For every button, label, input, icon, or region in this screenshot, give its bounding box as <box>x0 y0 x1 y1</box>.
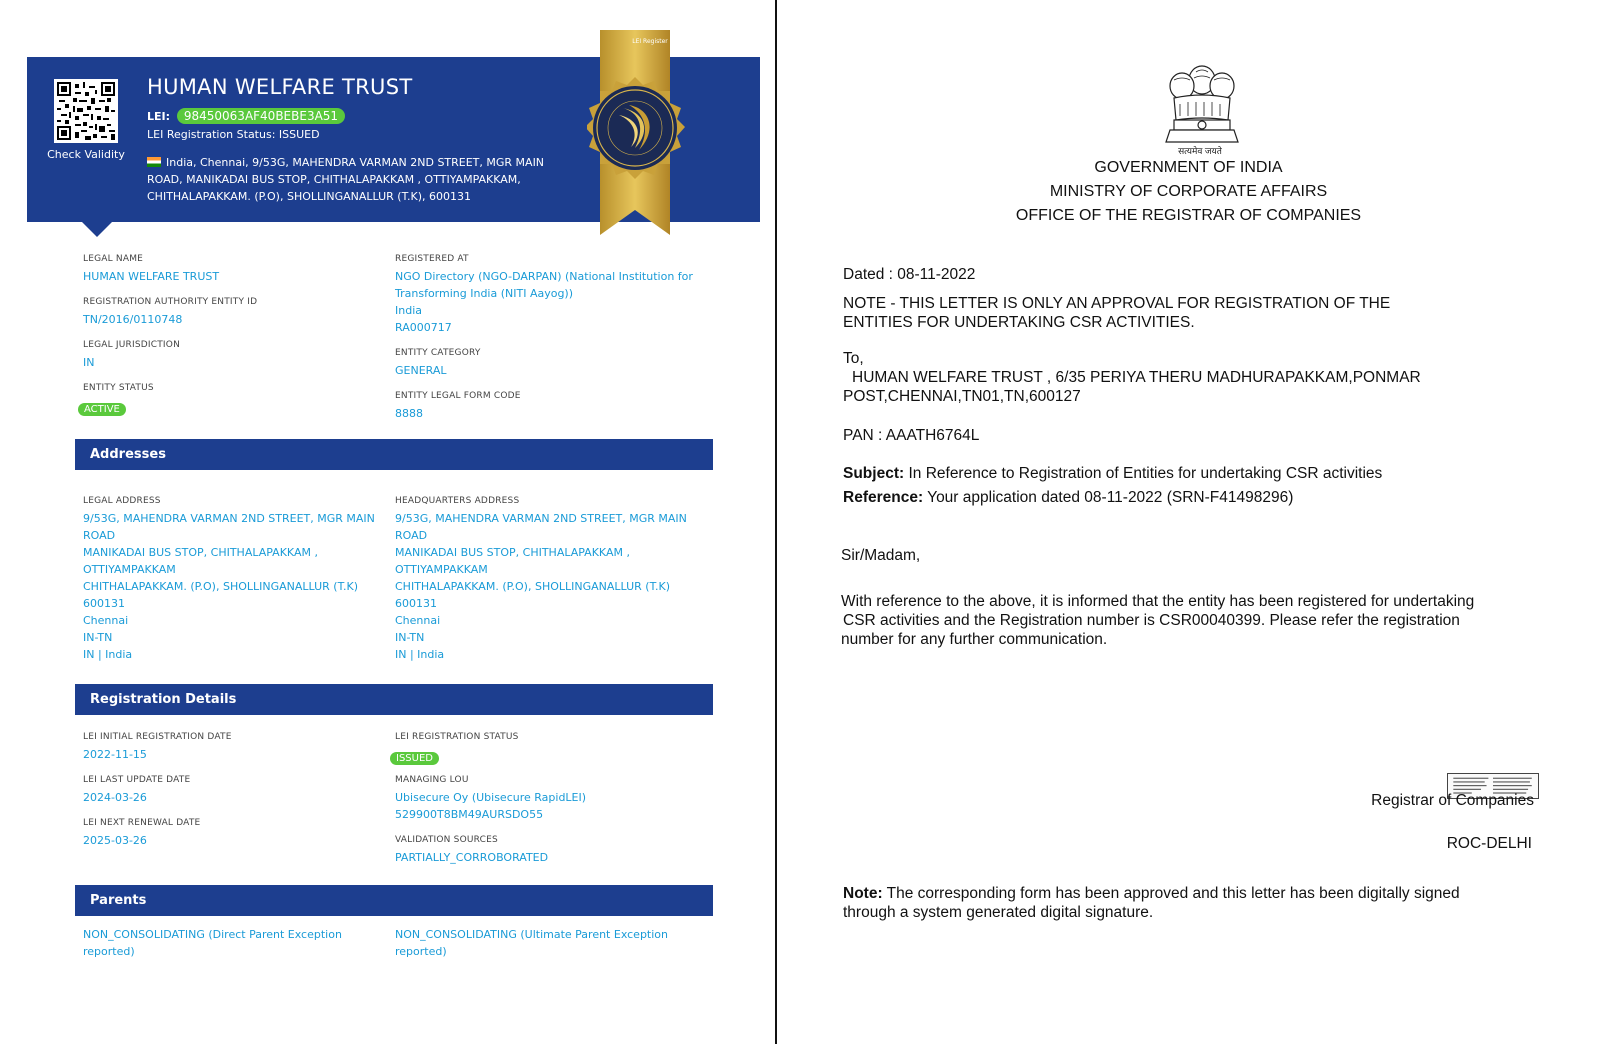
headquarters-address-field <box>395 496 687 663</box>
org-name: HUMAN WELFARE TRUST <box>147 75 413 99</box>
legal-name-value: HUMAN WELFARE TRUST <box>83 270 220 283</box>
letter-subject <box>843 464 1382 484</box>
headquarters-address-line: IN | India <box>395 648 445 661</box>
headquarters-address-line: IN-TN <box>395 631 425 644</box>
final-note-text: The corresponding form has been approved and this letter has been digitally signed <box>882 885 1460 902</box>
legal-name-field <box>83 254 219 285</box>
india-state-emblem-icon <box>1152 62 1252 157</box>
ultimate-parent-line1: NON_CONSOLIDATING (Ultimate Parent Exception <box>395 928 669 941</box>
letter-pan: PAN : AAATH6764L <box>843 427 980 444</box>
initial-registration-field <box>83 732 232 763</box>
registered-at-line2[interactable]: Transforming India (NITI Aayog)) <box>395 287 574 300</box>
letter-header-line2: MINISTRY OF CORPORATE AFFAIRS <box>1049 183 1328 200</box>
headquarters-address-line: CHITHALAPAKKAM. (P.O), SHOLLINGANALLUR (T.K) <box>395 580 671 593</box>
lei-line <box>147 108 345 124</box>
lei-label: LEI: <box>147 110 171 123</box>
registration-details-section-header: Registration Details <box>75 684 713 715</box>
office: ROC-DELHI <box>1446 835 1532 852</box>
lei-registration-status-line: LEI Registration Status: ISSUED <box>147 128 320 141</box>
registered-at-line4: RA000717 <box>395 321 452 334</box>
letter-note-line1: NOTE - THIS LETTER IS ONLY AN APPROVAL FOR REGISTRATION OF THE <box>843 295 1391 312</box>
direct-parent-line2: reported) <box>83 945 135 958</box>
legal-address-label: LEGAL ADDRESS <box>83 496 161 506</box>
ultimate-parent-field <box>395 926 668 960</box>
final-note-label: Note: <box>843 885 883 902</box>
managing-lou-name[interactable]: Ubisecure Oy (Ubisecure RapidLEI) <box>395 791 587 804</box>
letter-body-line1: With reference to the above, it is informed that the entity has been registered for undertaking <box>841 593 1475 610</box>
entity-legal-form-value: 8888 <box>395 407 423 420</box>
validation-sources-value: PARTIALLY_CORROBORATED <box>395 851 549 864</box>
legal-address-line: IN-TN <box>83 631 113 644</box>
managing-lou-field <box>395 775 586 823</box>
next-renewal-value: 2025-03-26 <box>83 834 147 847</box>
legal-address-line: MANIKADAI BUS STOP, CHITHALAPAKKAM , <box>83 546 318 559</box>
legal-address-line: 9/53G, MAHENDRA VARMAN 2ND STREET, MGR MAIN <box>83 512 375 525</box>
headquarters-address-label: HEADQUARTERS ADDRESS <box>395 496 520 506</box>
next-renewal-field <box>83 818 200 849</box>
legal-jurisdiction-value: IN <box>83 356 95 369</box>
entity-category-label: ENTITY CATEGORY <box>395 348 481 358</box>
letter-header-line3: OFFICE OF THE REGISTRAR OF COMPANIES <box>1015 207 1362 224</box>
registered-at-line1[interactable]: NGO Directory (NGO-DARPAN) (National Institution for <box>395 270 693 283</box>
letter-date: Dated : 08-11-2022 <box>843 266 976 283</box>
entity-status-field <box>83 383 154 416</box>
addressee-line2: POST,CHENNAI,TN01,TN,600127 <box>843 388 1081 405</box>
final-note-line2: through a system generated digital signature. <box>843 904 1154 921</box>
parents-section-header: Parents <box>75 885 713 916</box>
ribbon-label: LEI Register <box>632 38 668 45</box>
reference-text: Your application dated 08-11-2022 (SRN-F41498296) <box>923 489 1294 506</box>
header-address-text: India, Chennai, 9/53G, MAHENDRA VARMAN 2ND STREET, MGR MAIN ROAD, MANIKADAI BUS STOP, CHITHALAPAKKAM , OTTIYAMPAKKAM, CHITHALAPAKKAM. (P.O), SHOLLINGANALLUR (T.K), 600131 <box>147 156 545 203</box>
managing-lou-label: MANAGING LOU <box>395 775 469 785</box>
headquarters-address-line: MANIKADAI BUS STOP, CHITHALAPAKKAM , <box>395 546 630 559</box>
legal-address-line: 600131 <box>83 597 125 610</box>
legal-address-line: IN | India <box>83 648 133 661</box>
registered-at-label: REGISTERED AT <box>395 254 469 264</box>
registration-status-field <box>395 732 519 765</box>
reference-label: Reference: <box>843 489 924 506</box>
addressee-line1: HUMAN WELFARE TRUST , 6/35 PERIYA THERU MADHURAPAKKAM,PONMAR <box>852 369 1421 386</box>
legal-name-label: LEGAL NAME <box>83 254 144 264</box>
letter-reference <box>843 488 1293 508</box>
headquarters-address-line: 600131 <box>395 597 437 610</box>
legal-address-line: ROAD <box>83 529 116 542</box>
signatory: Registrar of Companies <box>1371 792 1534 809</box>
ra-entity-id-field <box>83 297 257 328</box>
entity-category-field <box>395 348 481 379</box>
addresses-section-header: Addresses <box>75 439 713 470</box>
direct-parent-line1: NON_CONSOLIDATING (Direct Parent Exception <box>83 928 342 941</box>
registration-status-badge: ISSUED <box>390 752 439 765</box>
qr-code[interactable] <box>54 79 118 143</box>
letter-body-line2: CSR activities and the Registration number is CSR00040399. Please refer the registration <box>843 612 1460 629</box>
headquarters-address-line: ROAD <box>395 529 428 542</box>
ra-entity-id-value: TN/2016/0110748 <box>83 313 183 326</box>
india-flag-icon <box>147 157 161 167</box>
ultimate-parent-line2: reported) <box>395 945 447 958</box>
managing-lou-code[interactable]: 529900T8BM49AURSDO55 <box>395 808 544 821</box>
entity-legal-form-field <box>395 391 521 422</box>
direct-parent-field <box>83 926 342 960</box>
last-update-label: LEI LAST UPDATE DATE <box>83 775 191 785</box>
final-note <box>843 884 1460 904</box>
validation-sources-label: VALIDATION SOURCES <box>395 835 498 845</box>
mca-approval-letter <box>777 0 1600 1044</box>
banner-notch <box>82 222 112 237</box>
ra-entity-id-label: REGISTRATION AUTHORITY ENTITY ID <box>83 297 258 307</box>
last-update-field <box>83 775 190 806</box>
headquarters-address-line: Chennai <box>395 614 441 627</box>
letter-note-line2: ENTITIES FOR UNDERTAKING CSR ACTIVITIES. <box>843 314 1195 331</box>
letter-to: To, <box>843 350 864 367</box>
subject-label: Subject: <box>843 465 905 482</box>
lei-certificate <box>0 0 775 1044</box>
lei-code-badge: 98450063AF40BEBE3A51 <box>177 108 345 124</box>
registered-at-line3: India <box>395 304 422 317</box>
legal-address-line: OTTIYAMPAKKAM <box>83 563 176 576</box>
registered-at-field <box>395 254 693 336</box>
legal-address-field <box>83 496 375 663</box>
entity-status-label: ENTITY STATUS <box>83 383 154 393</box>
headquarters-address-line: OTTIYAMPAKKAM <box>395 563 488 576</box>
qr-code-icon <box>57 82 115 140</box>
lei-certificate-seal-icon <box>587 30 707 235</box>
entity-legal-form-label: ENTITY LEGAL FORM CODE <box>395 391 521 401</box>
legal-jurisdiction-label: LEGAL JURISDICTION <box>83 340 181 350</box>
initial-registration-label: LEI INITIAL REGISTRATION DATE <box>83 732 232 742</box>
registration-status-label: LEI REGISTRATION STATUS <box>395 732 519 742</box>
check-validity-link[interactable]: Check Validity <box>47 148 125 161</box>
entity-status-badge: ACTIVE <box>78 403 126 416</box>
letter-salutation: Sir/Madam, <box>841 547 921 564</box>
initial-registration-value: 2022-11-15 <box>83 748 147 761</box>
entity-category-value: GENERAL <box>395 364 447 377</box>
legal-address-line: Chennai <box>83 614 129 627</box>
emblem-motto: सत्यमेव जयते <box>1178 146 1222 156</box>
legal-address-line: CHITHALAPAKKAM. (P.O), SHOLLINGANALLUR (T.K) <box>83 580 359 593</box>
letter-header-line1: GOVERNMENT OF INDIA <box>1094 159 1283 176</box>
last-update-value: 2024-03-26 <box>83 791 147 804</box>
headquarters-address-line: 9/53G, MAHENDRA VARMAN 2ND STREET, MGR MAIN <box>395 512 687 525</box>
next-renewal-label: LEI NEXT RENEWAL DATE <box>83 818 201 828</box>
subject-text: In Reference to Registration of Entities for undertaking CSR activities <box>904 465 1383 482</box>
validation-sources-field <box>395 835 548 866</box>
header-address <box>147 154 562 205</box>
legal-jurisdiction-field <box>83 340 180 371</box>
letter-body-line3: number for any further communication. <box>841 631 1108 648</box>
